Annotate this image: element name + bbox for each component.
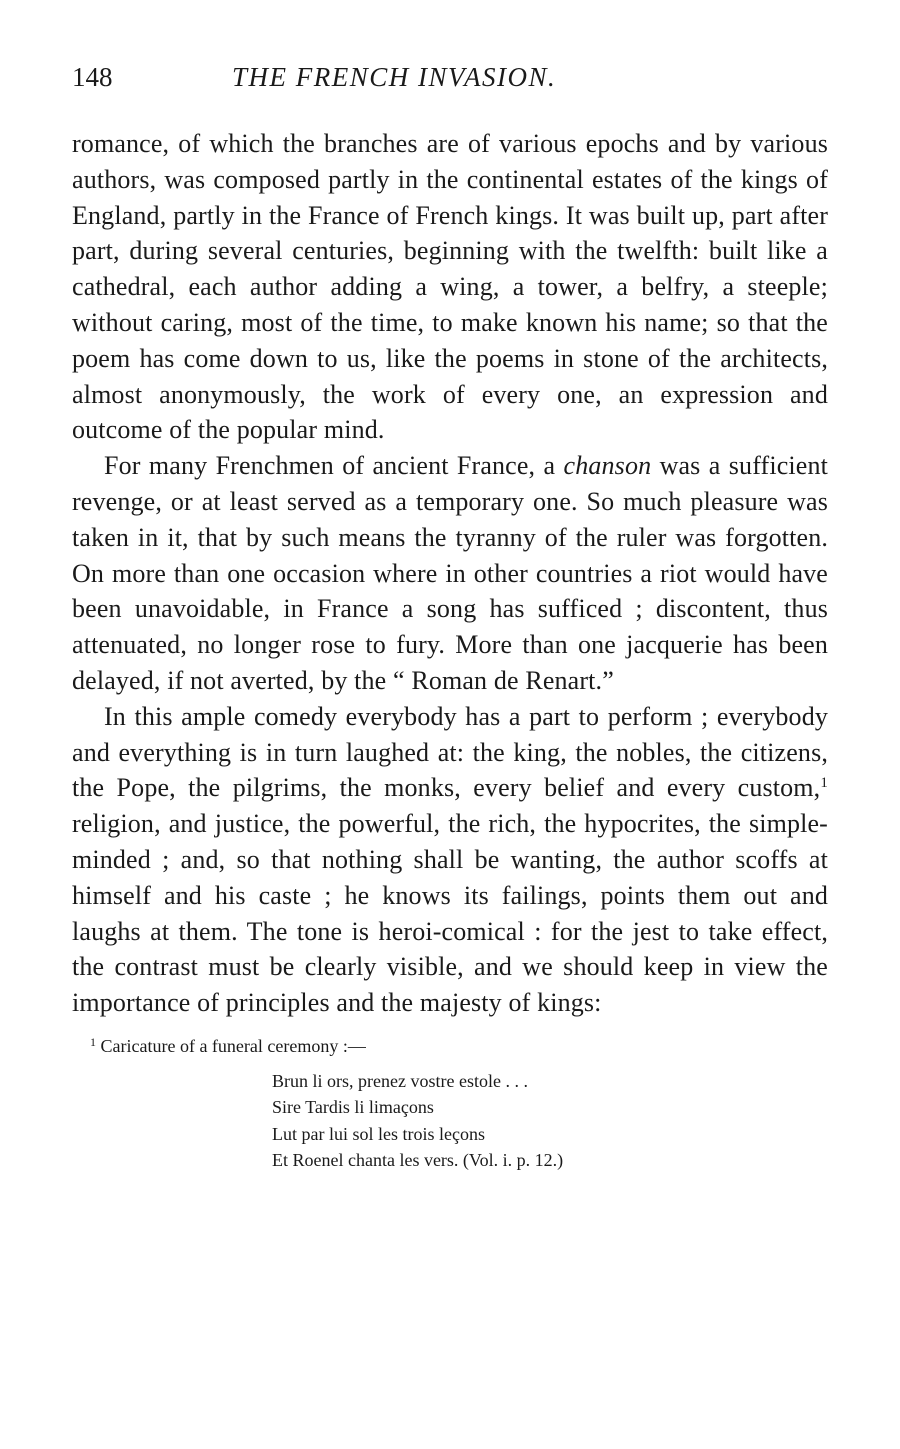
- paragraph-3: [72, 699, 828, 1021]
- body-text: [72, 126, 828, 1021]
- footnote-reference: 1: [820, 775, 828, 792]
- paragraph-3-text: In this ample comedy everybody has a part to perform ; everybody and everything is in turn laughed at: the king, the nobles, the citizens, the Pope, the pilgrims, the monks, every belief and every custom,: [72, 701, 828, 803]
- running-head: [72, 62, 828, 104]
- footnote-intro: [72, 1033, 828, 1059]
- paragraph-3-text-continued: religion, and justice, the powerful, the rich, the hypocrites, the simple-minded ; and, so that nothing shall be wanting, the author scoffs at himself and his caste ; he knows its failings, points them out and laughs at them. The tone is heroi-comical : for the jest to take effect, the contrast must be clearly visible, and we should keep in view the importance of principles and the majesty of kings:: [72, 809, 828, 1018]
- book-page: [72, 62, 828, 1174]
- footnote-intro-text: Caricature of a funeral ceremony :—: [100, 1035, 366, 1056]
- running-title: THE FRENCH INVASION.: [232, 62, 557, 92]
- verse-line: Brun li ors, prenez vostre estole . . .: [272, 1070, 528, 1091]
- footnote-mark: 1: [90, 1034, 96, 1049]
- footnote-verse: [72, 1068, 828, 1174]
- verse-line: Et Roenel chanta les vers. (Vol. i. p. 12.): [272, 1150, 564, 1171]
- paragraph-2-text: For many Frenchmen of ancient France, a: [104, 451, 564, 481]
- verse-line: Lut par lui sol les trois leçons: [272, 1123, 485, 1144]
- chanson-italic: chanson: [563, 451, 652, 481]
- page-number: 148: [72, 62, 113, 92]
- paragraph-1: romance, of which the branches are of various epochs and by various authors, was composed partly in the continental estates of the kings of England, partly in the France of French kings. It was built up, part after part, during several centuries, beginning with the twelfth: built like a cathedral, each author adding a wing, a tower, a belfry, a steeple; without caring, most of the time, to make known his name; so that the poem has come down to us, like the poems in stone of the architects, almost anonymously, the work of every one, an expression and outcome of the popular mind.: [72, 129, 828, 445]
- paragraph-2: [72, 448, 828, 699]
- verse-line: Sire Tardis li limaçons: [272, 1097, 434, 1118]
- paragraph-2-text-continued: was a sufficient revenge, or at least served as a temporary one. So much pleasure was taken in it, that by such means the tyranny of the ruler was forgotten. On more than one occasion where in other countries a riot would have been unavoidable, in France a song has sufficed ; discontent, thus attenuated, no longer rose to fury. More than one jacquerie has been delayed, if not averted, by the “ Roman de Renart.”: [72, 451, 828, 695]
- footnote: [72, 1033, 828, 1174]
